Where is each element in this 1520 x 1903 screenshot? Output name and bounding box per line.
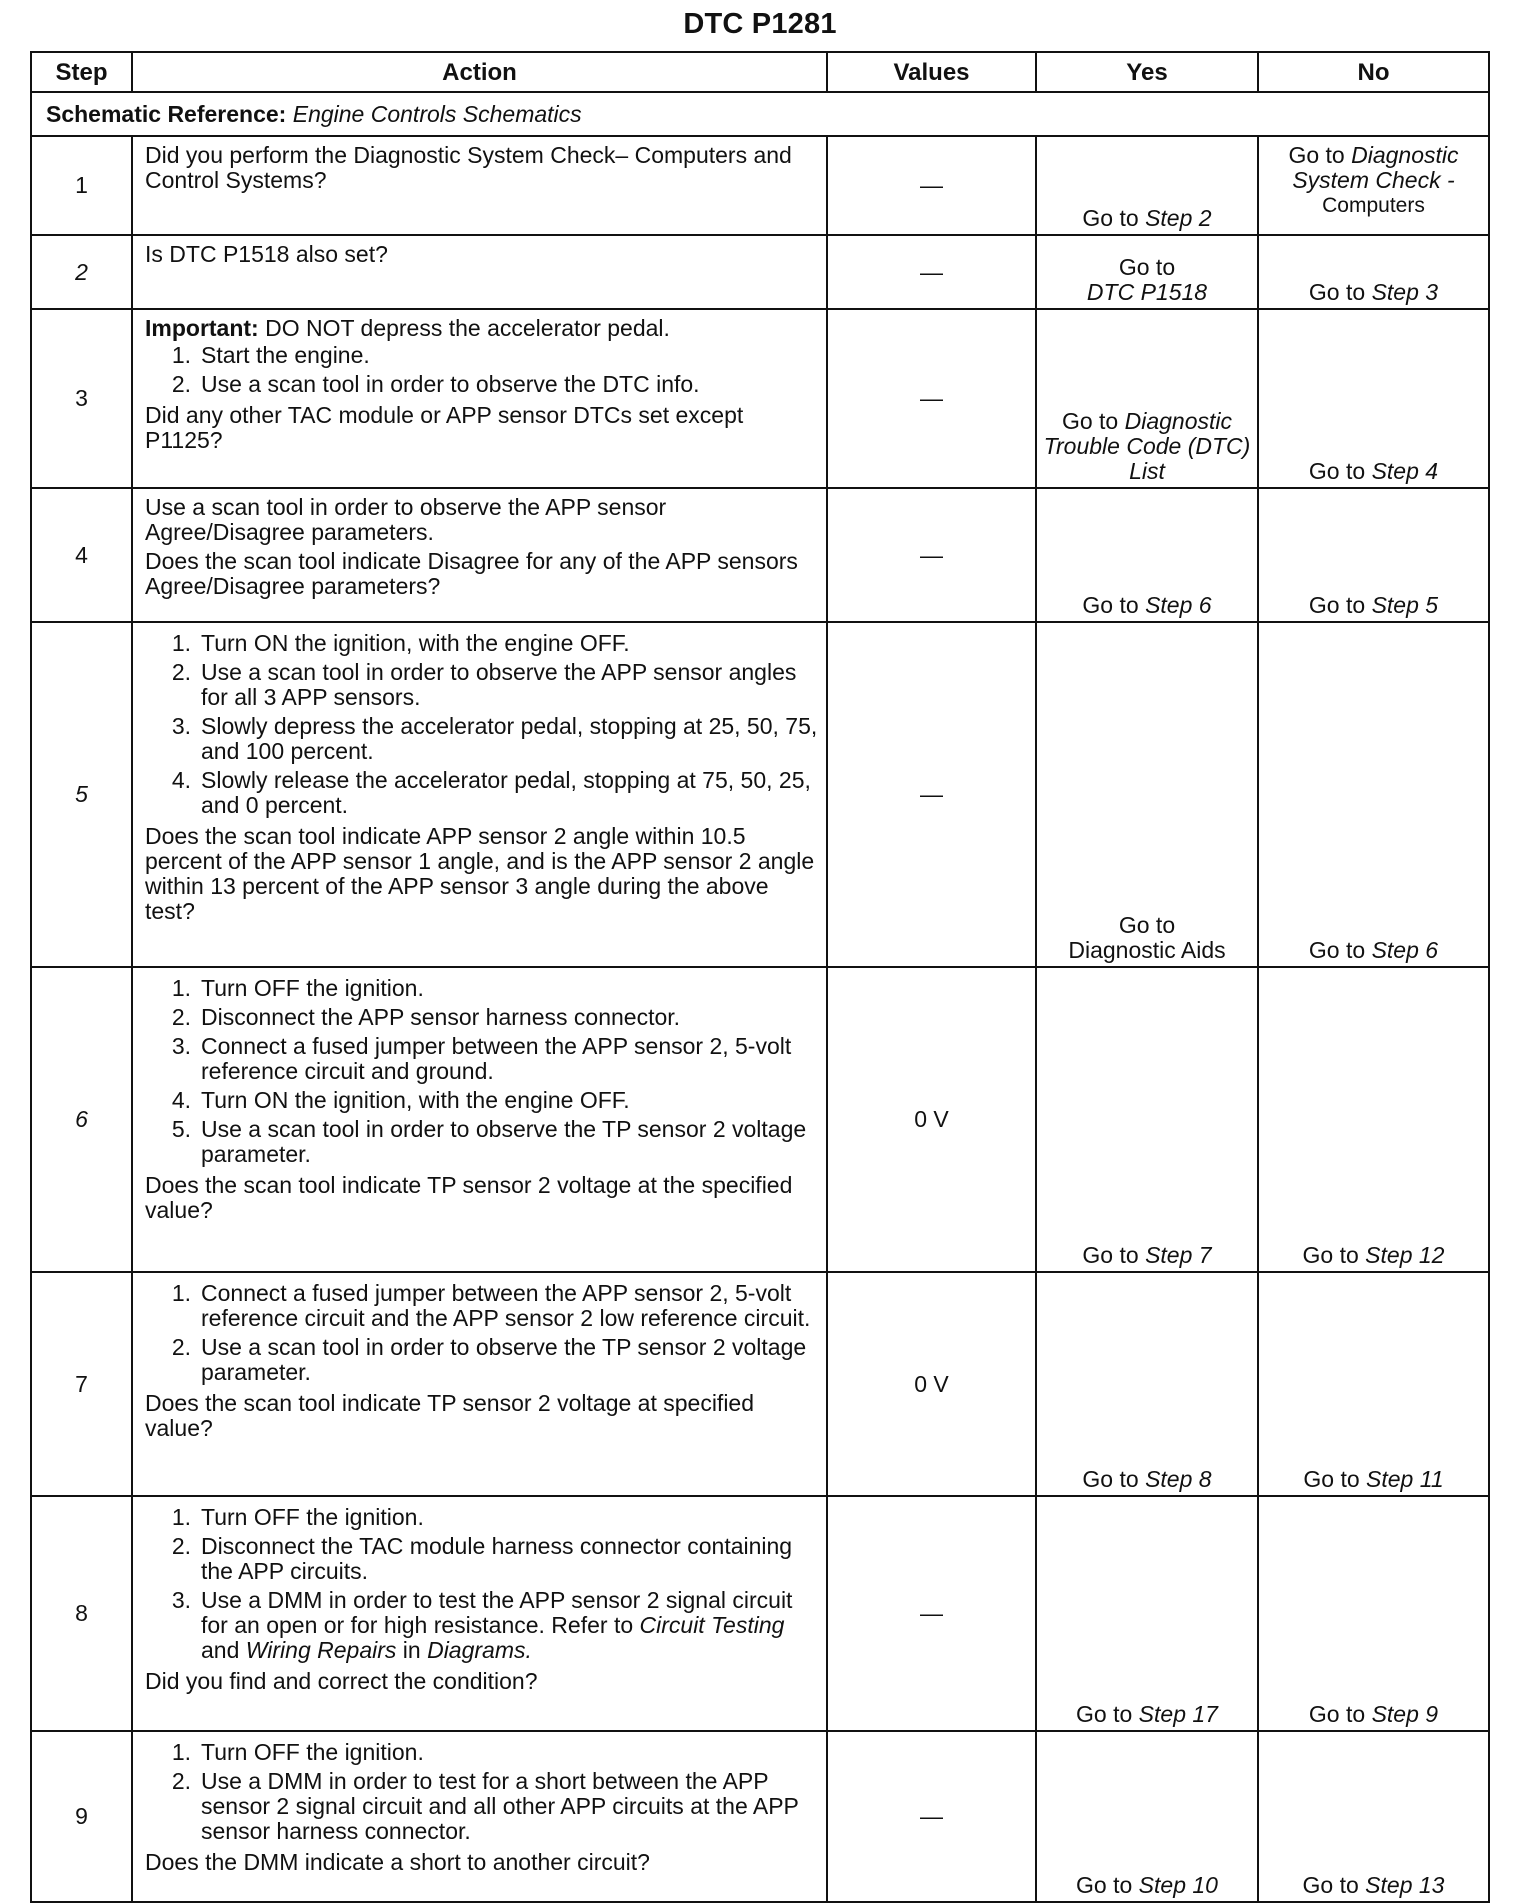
yes-cell [1036,622,1258,967]
no-cell [1258,136,1489,235]
list-item-text: Use a DMM in order to test for a short between the APP sensor 2 signal circuit and all other APP circuits at the APP sensor harness connector. [201,1768,799,1844]
circuit-testing-link[interactable]: Circuit Testing [639,1612,785,1638]
diagrams-link[interactable]: Diagrams. [427,1637,532,1663]
action-list [145,1281,818,1385]
yes-link[interactable]: Step 8 [1145,1466,1212,1492]
yes-pre: Go to [1082,205,1139,231]
list-item: 1. Turn OFF the ignition. [145,976,818,1001]
table-row [31,1496,1489,1731]
no-pre: Go to [1308,937,1366,963]
value-cell: — [827,235,1036,309]
action-question: Did any other TAC module or APP sensor DTCs set except P1125? [145,402,744,453]
no-cell [1258,309,1489,488]
schematic-label: Schematic Reference: [46,100,287,127]
action-list [145,343,818,397]
important-note [145,316,818,341]
table-row [31,136,1489,235]
no-pre: Go to [1302,1242,1359,1268]
list-item-text: Turn ON the ignition, with the engine OFF. [201,1087,630,1113]
no-cell [1258,1496,1489,1731]
table-row [31,622,1489,967]
value-cell: — [827,1496,1036,1731]
no-link[interactable]: Diagnostic System Check - [1292,142,1459,193]
list-item: 4. Slowly release the accelerator pedal, stopping at 75, 50, 25, and 0 percent. [145,768,818,818]
list-item: 1. Turn OFF the ignition. [145,1740,818,1765]
list-item: 5. Use a scan tool in order to observe the TP sensor 2 voltage parameter. [145,1117,818,1167]
header-action: Action [132,52,827,92]
yes-link[interactable]: DTC P1518 [1086,279,1208,305]
yes-link[interactable]: Step 6 [1145,592,1212,618]
list-item-text: Disconnect the TAC module harness connector containing the APP circuits. [201,1533,793,1584]
table-row [31,1272,1489,1496]
yes-cell [1036,1731,1258,1902]
list-item: 4. Turn ON the ignition, with the engine OFF. [145,1088,818,1113]
value-cell: — [827,622,1036,967]
no-pre: Go to [1288,142,1345,168]
list-item: 1. Turn OFF the ignition. [145,1505,818,1530]
header-values: Values [827,52,1036,92]
list-item-text: Turn OFF the ignition. [201,1739,424,1765]
list-item: 3. Connect a fused jumper between the APP sensor 2, 5-volt reference circuit and ground. [145,1034,818,1084]
yes-cell [1036,967,1258,1272]
list-item: 3. Slowly depress the accelerator pedal, stopping at 25, 50, 75, and 100 percent. [171,713,818,764]
action-question: Does the scan tool indicate TP sensor 2 voltage at the specified value? [145,1172,793,1223]
yes-cell [1036,235,1258,309]
important-label: Important: [145,315,259,341]
list-item-text: Use a scan tool in order to observe the TP sensor 2 voltage parameter. [201,1116,807,1167]
no-pre: Go to [1308,1701,1366,1727]
list-item: 2. Use a scan tool in order to observe the TP sensor 2 voltage parameter. [145,1335,818,1385]
step-number: 1 [31,136,132,235]
step-number: 6 [31,967,132,1272]
list-item-text: Use a scan tool in order to observe the DTC info. [201,371,700,397]
no-link[interactable]: Step 11 [1366,1466,1444,1492]
list-item: 1. Start the engine. [145,343,818,368]
header-row [31,52,1489,92]
header-no: No [1258,52,1489,92]
list-item-text: Turn ON the ignition, with the engine OFF. [201,630,630,656]
action-cell [132,622,827,967]
yes-cell [1036,488,1258,622]
no-link[interactable]: Step 13 [1365,1872,1445,1898]
action-cell [132,235,827,309]
yes-link[interactable]: Step 7 [1145,1242,1212,1268]
no-link[interactable]: Step 9 [1371,1701,1439,1727]
yes-pre: Go to [1118,912,1176,938]
step-number: 4 [31,488,132,622]
item-text: Use a DMM in order to test the APP sensor 2 signal circuit for an open or for high resistance. Refer to [201,1587,793,1638]
yes-pre: Go to [1076,1872,1133,1898]
schematic-reference [31,92,1489,136]
action-cell [132,1731,827,1902]
no-pre: Go to [1302,1872,1359,1898]
action-cell [132,136,827,235]
action-list [145,976,818,1167]
header-step: Step [31,52,132,92]
item-text: in [402,1637,421,1663]
table-row [31,488,1489,622]
action-cell [132,309,827,488]
action-text: Did you perform the Diagnostic System Check– Computers and Control Systems? [145,142,792,193]
wiring-repairs-link[interactable]: Wiring Repairs [245,1637,397,1663]
important-text: DO NOT depress the accelerator pedal. [265,315,670,341]
list-item-text: Slowly release the accelerator pedal, stopping at 75, 50, 25, and 0 percent. [201,767,811,818]
table-row [31,235,1489,309]
list-item-text: Slowly depress the accelerator pedal, stopping at 25, 50, 75, and 100 percent. [201,713,818,764]
schematic-row [31,92,1489,136]
action-cell [132,967,827,1272]
yes-link[interactable]: Step 17 [1138,1701,1218,1727]
step-number: 2 [31,235,132,309]
yes-cell [1036,136,1258,235]
yes-pre: Go to [1076,1701,1133,1727]
list-item-text: Turn OFF the ignition. [201,1504,424,1530]
list-item: 2. Use a scan tool in order to observe the APP sensor angles for all 3 APP sensors. [145,660,818,710]
step-number: 3 [31,309,132,488]
value-cell: 0 V [827,967,1036,1272]
list-item-text: Disconnect the APP sensor harness connector. [201,1004,681,1030]
yes-pre: Go to [1082,592,1139,618]
no-cell [1258,1272,1489,1496]
schematic-link[interactable]: Engine Controls Schematics [292,100,582,127]
no-cell [1258,1731,1489,1902]
step-number: 7 [31,1272,132,1496]
yes-link[interactable]: Step 10 [1138,1872,1218,1898]
action-question: Does the DMM indicate a short to another circuit? [145,1849,650,1875]
yes-cell [1036,1272,1258,1496]
no-pre: Go to [1303,1466,1360,1492]
list-item: 1. Turn ON the ignition, with the engine OFF. [145,631,818,656]
list-item-text: Turn OFF the ignition. [201,975,424,1001]
no-cell [1258,967,1489,1272]
action-question: Does the scan tool indicate Disagree for any of the APP sensors Agree/Disagree parameters? [145,548,798,599]
action-question: Does the scan tool indicate APP sensor 2 angle within 10.5 percent of the APP sensor 1 angle, and is the APP sensor 2 angle within 13 percent of the APP sensor 3 angle during the above test? [145,823,815,924]
list-item: 2. Disconnect the APP sensor harness connector. [145,1005,818,1030]
step-number: 9 [31,1731,132,1902]
yes-cell [1036,309,1258,488]
yes-pre: Go to [1082,1242,1139,1268]
list-item: 2. Disconnect the TAC module harness connector containing the APP circuits. [145,1534,818,1584]
value-cell: — [827,136,1036,235]
no-cell [1258,235,1489,309]
action-list [145,1740,818,1844]
table-row [31,967,1489,1272]
value-cell: — [827,309,1036,488]
action-text: Is DTC P1518 also set? [145,241,388,267]
list-item: 2. Use a scan tool in order to observe the DTC info. [145,372,818,397]
value-cell: — [827,1731,1036,1902]
list-item: 1. Connect a fused jumper between the APP sensor 2, 5-volt reference circuit and the APP sensor 2 low reference circuit. [145,1281,818,1331]
action-question: Did you find and correct the condition? [145,1668,538,1694]
list-item: 3. Use a DMM in order to test the APP sensor 2 signal circuit for an open or for high resistance. Refer to Circuit Testing and Wiring Repairs in Diagrams. [145,1588,818,1663]
yes-link[interactable]: Diagnostic Aids [1068,937,1226,963]
yes-pre: Go to [1118,254,1176,280]
no-link[interactable]: Step 12 [1365,1242,1445,1268]
list-item-text: Use a scan tool in order to observe the TP sensor 2 voltage parameter. [201,1334,807,1385]
action-list [145,631,818,818]
no-link[interactable]: Step 4 [1371,458,1439,484]
no-link[interactable]: Step 3 [1371,279,1439,305]
list-item: 2. Use a DMM in order to test for a short between the APP sensor 2 signal circuit and all other APP circuits at the APP sensor harness connector. [145,1769,818,1844]
no-link[interactable]: Step 5 [1371,592,1439,618]
action-cell [132,488,827,622]
action-text: Use a scan tool in order to observe the APP sensor Agree/Disagree parameters. [145,494,667,545]
item-text: and [201,1637,240,1663]
step-number: 5 [31,622,132,967]
action-list [145,1505,818,1663]
list-item-text: Use a scan tool in order to observe the APP sensor angles for all 3 APP sensors. [201,659,797,710]
no-link[interactable]: Step 6 [1371,937,1439,963]
list-item-text [201,1588,818,1663]
no-pre: Go to [1308,592,1366,618]
value-cell: 0 V [827,1272,1036,1496]
yes-link[interactable]: Step 2 [1145,205,1212,231]
yes-pre: Go to [1061,408,1119,434]
action-cell [132,1272,827,1496]
list-item-text: Start the engine. [201,342,370,368]
yes-pre: Go to [1082,1466,1139,1492]
no-cell [1258,488,1489,622]
yes-link[interactable]: Diagnostic Trouble Code (DTC) List [1043,408,1251,484]
action-question: Does the scan tool indicate TP sensor 2 voltage at specified value? [145,1390,755,1441]
list-item-text: Connect a fused jumper between the APP sensor 2, 5-volt reference circuit and the APP sensor 2 low reference circuit. [201,1280,811,1331]
document-title: DTC P1281 [683,8,837,40]
table-row [31,1731,1489,1902]
yes-cell [1036,1496,1258,1731]
table-row [31,309,1489,488]
value-cell: — [827,488,1036,622]
list-item-text: Connect a fused jumper between the APP sensor 2, 5-volt reference circuit and ground. [201,1033,792,1084]
no-pre: Go to [1308,458,1366,484]
no-cell [1258,622,1489,967]
no-post: Computers [1322,194,1425,217]
action-cell [132,1496,827,1731]
header-yes: Yes [1036,52,1258,92]
no-pre: Go to [1308,279,1366,305]
step-number: 8 [31,1496,132,1731]
diagnostic-table [30,51,1490,1903]
